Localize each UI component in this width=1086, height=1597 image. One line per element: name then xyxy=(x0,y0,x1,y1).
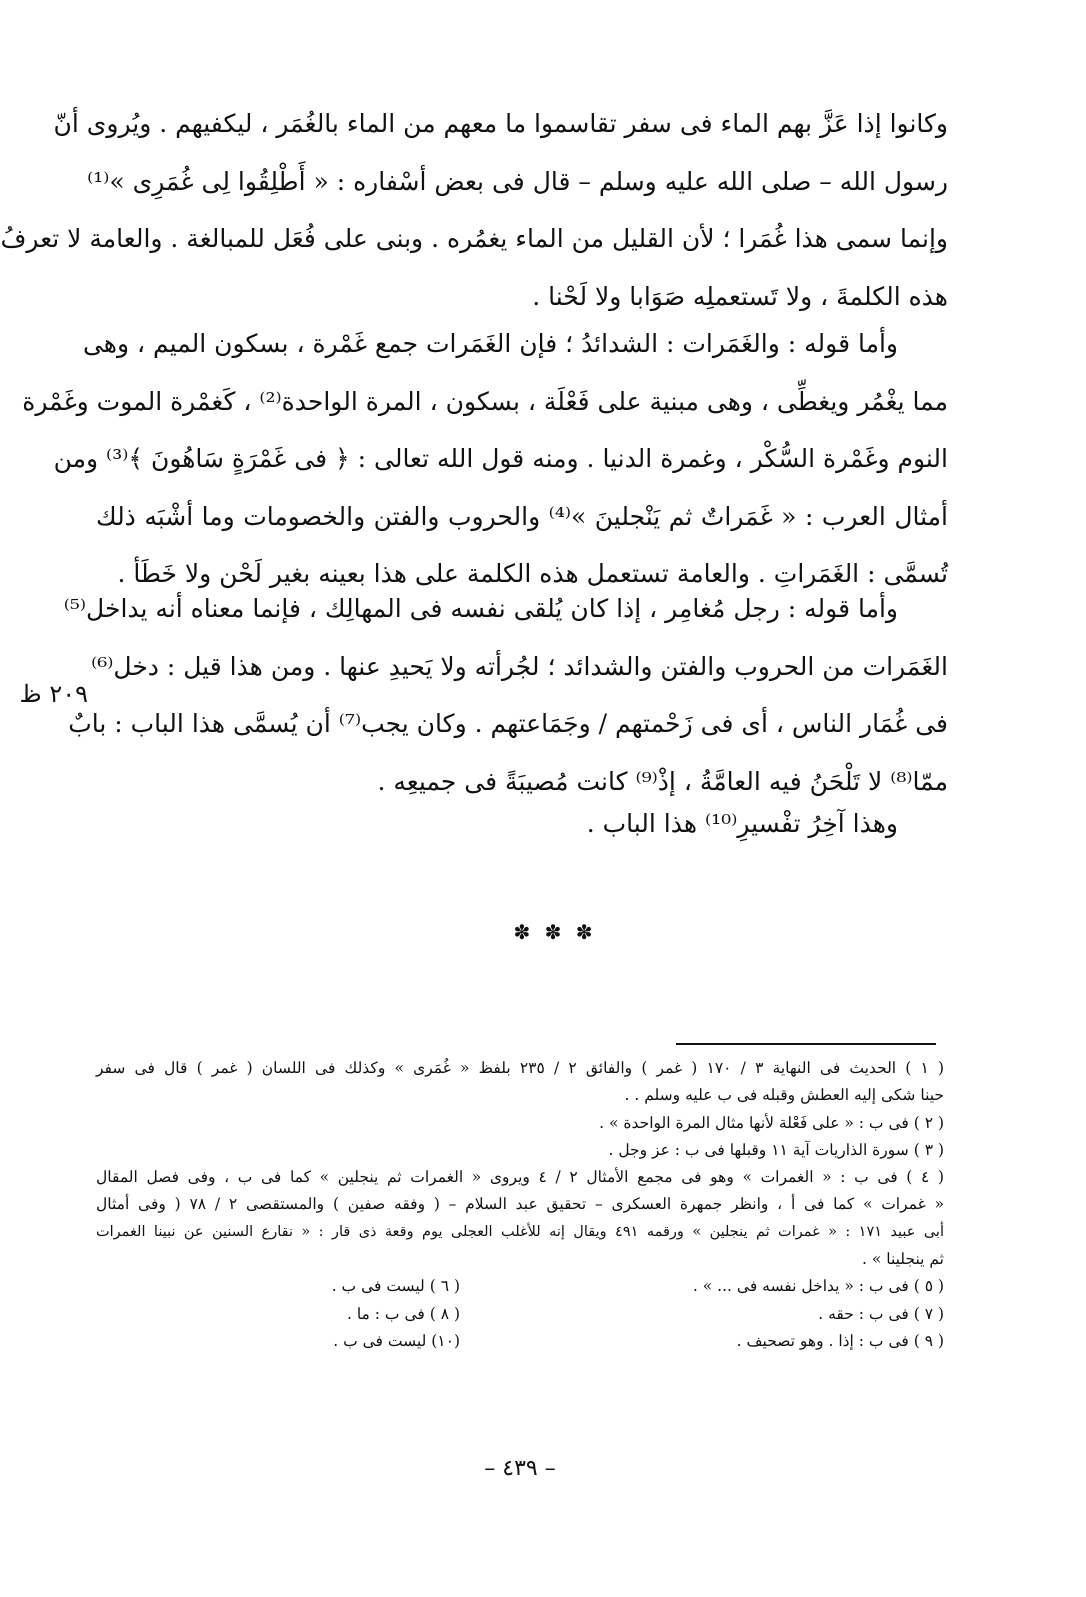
text-line: ممّا⁽⁸⁾ لا تَلْحَنُ فيه العامَّةُ ، إذْ⁽⁹⁾ كانت مُصيبَةً فى جميعِه . xyxy=(377,766,948,796)
text-line: أمثال العرب : « غَمَراتٌ ثم يَنْجلينَ »⁽⁴⁾ والحروب والفتن والخصومات وما أشْبَه ذلك xyxy=(96,501,948,531)
footnotes xyxy=(96,1055,944,1355)
text-line: وهذا آخِرُ تفْسيرِ⁽¹⁰⁾ هذا الباب . xyxy=(586,809,898,838)
text-line: النوم وغَمْرة السُّكْر ، وغمرة الدنيا . ومنه قول الله تعالى : ﴿ فى غَمْرَةٍ سَاهُونَ ﴾⁽³⁾ ومن xyxy=(53,444,948,473)
text-line: وأما قوله : والغَمَرات : الشدائدُ ؛ فإن الغَمَرات جمع غَمْرة ، بسكون الميم ، وهى xyxy=(82,329,898,358)
footnote-pair xyxy=(96,1301,944,1328)
footnote-line: ( ٤ ) فى ب : « الغمرات » وهو فى مجمع الأمثال ٢ / ٤ ويروى « الغمرات ثم ينجلين » كما فى ب ، وفى فصل المقال xyxy=(96,1168,945,1187)
footnote-line: ( ٣ ) سورة الذاريات آية ١١ وقبلها فى ب : عز وجل . xyxy=(608,1140,944,1159)
text-line: وإنما سمى هذا غُمَرا ؛ لأن القليل من الماء يغمُره . وبنى على فُعَل للمبالغة . والعامة لا تعرفُ xyxy=(0,224,948,253)
footnote-line: ( ١ ) الحديث فى النهاية ٣ / ١٧٠ ( غمر ) والفائق ٢ / ٢٣٥ بلفظ « غُمَرى » وكذلك فى اللسان ( غمر ) قال فى سفر xyxy=(96,1059,945,1077)
page-number: – ٤٣٩ – xyxy=(484,1456,556,1481)
footnote-item: ( ٨ ) فى ب : ما . xyxy=(346,1304,460,1323)
folio-margin-note: ٢٠٩ ظ xyxy=(19,680,88,708)
text-line: وكانوا إذا عَزَّ بهم الماء فى سفر تقاسموا ما معهم من الماء بالغُمَر ، ليكفيهم . ويُروى أنّ xyxy=(53,109,948,138)
paragraph-4 xyxy=(96,795,948,853)
paragraph-3 xyxy=(63,580,948,810)
footnote-rule xyxy=(676,1043,936,1045)
text-line: فى غُمَار الناس ، أى فى زَحْمتهم / وجَمَاعتهم . وكان يجب⁽⁷⁾ أن يُسمَّى هذا الباب : بابٌ xyxy=(68,709,948,738)
section-separator: ✽ ✽ ✽ xyxy=(513,920,597,944)
footnote-line: « غمرات » كما فى أ ، وانظر جمهرة العسكرى – تحقيق عبد السلام – ( وفقه صفين ) والمستقصى ٢ / ٧٨ ( وفى أمثال xyxy=(96,1195,944,1214)
text-line: مما يغْمُر ويغطِّى ، وهى مبنية على فَعْلَة ، بسكون ، المرة الواحدة⁽²⁾ ، كَغمْرة الموت وغَمْرة xyxy=(22,386,948,416)
footnote-line: ( ٢ ) فى ب : « على فَعْلة لأنها مثال المرة الواحدة » . xyxy=(599,1113,944,1132)
footnote-pair xyxy=(96,1328,944,1355)
text-line: تُسمَّى : الغَمَراتِ . والعامة تستعمل هذه الكلمة على هذا بعينه بغير لَحْن ولا خَطَأ . xyxy=(117,559,948,588)
footnote-item: ( ٦ ) ليست فى ب . xyxy=(331,1277,460,1296)
text-line: رسول الله – صلى الله عليه وسلم – قال فى بعض أسْفاره : « أَطْلِقُوا لِى غُمَرِى »⁽¹⁾ xyxy=(87,166,948,196)
footnote-item: ( ٥ ) فى ب : « يداخل نفسه فى ... » . xyxy=(692,1277,944,1296)
footnote-line: أبى عبيد ١٧١ : « غمرات ثم ينجلين » ورقمه ٤٩١ ويقال إنه للأغلب العجلى يوم وقعة ذى قار : « نقارع السنين عن نبينا الغمرات xyxy=(96,1223,944,1240)
text-line: الغَمَرات من الحروب والفتن والشدائد ؛ لجُرأته ولا يَحيدِ عنها . ومن هذا قيل : دخل⁽⁶⁾ xyxy=(91,651,948,681)
text-line: وأما قوله : رجل مُغامِر ، إذا كان يُلقى نفسه فى المهالِك ، فإنما معناه أنه يداخل⁽⁵⁾ xyxy=(63,594,898,623)
footnote-item: ( ٧ ) فى ب : حقه . xyxy=(818,1304,944,1323)
paragraph-1 xyxy=(0,95,948,325)
paragraph-2 xyxy=(22,315,948,603)
text-line: هذه الكلمةَ ، ولا تَستعملِه صَوَابا ولا لَحْنا . xyxy=(532,281,948,311)
footnote-line: حينا شكى إليه العطش وقبله فى ب عليه وسلم . . xyxy=(624,1086,944,1105)
footnote-item: (١٠) ليست فى ب . xyxy=(333,1331,460,1350)
footnote-item: ( ٩ ) فى ب : إذا . وهو تصحيف . xyxy=(736,1331,944,1350)
footnote-line: ثم ينجلينا » . xyxy=(861,1250,944,1269)
footnote-pair xyxy=(96,1273,944,1300)
